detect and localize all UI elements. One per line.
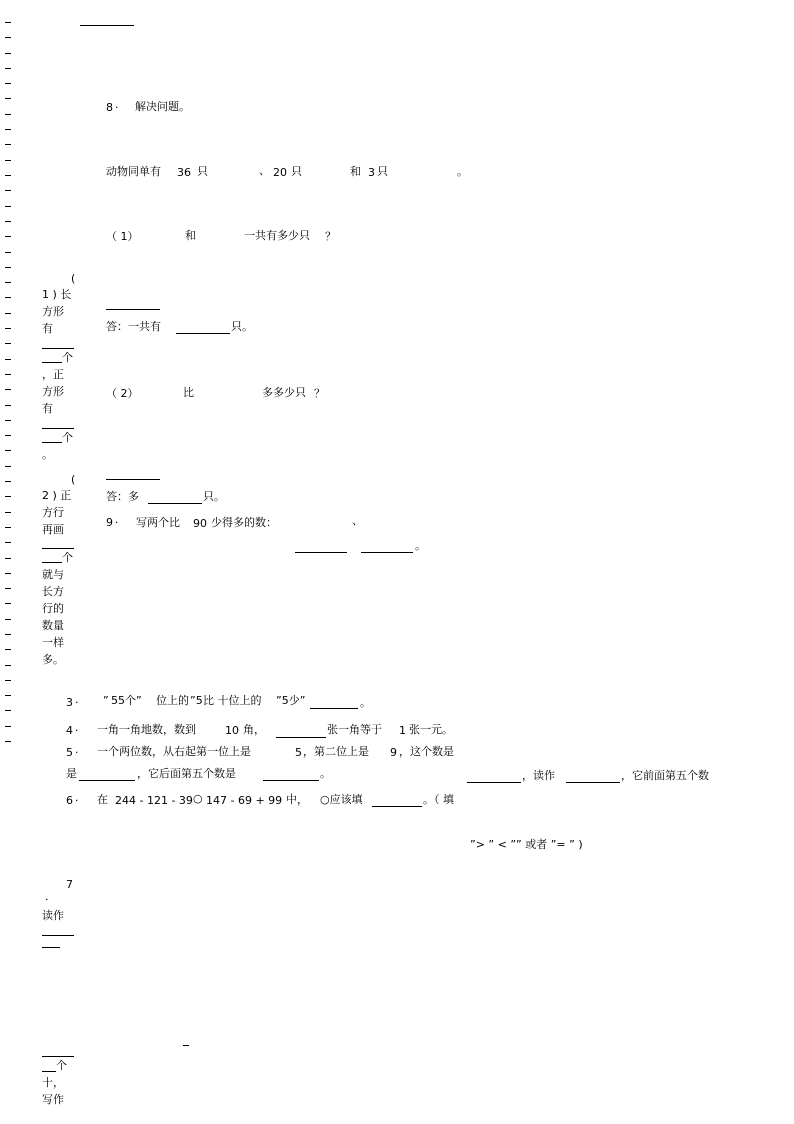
q4-dot: · bbox=[75, 724, 79, 737]
stray-dash bbox=[183, 1045, 189, 1046]
margin-dash bbox=[5, 236, 11, 237]
side-g2b-line-3: 长方 bbox=[42, 585, 64, 598]
header-line bbox=[80, 25, 134, 26]
side-g2b-line-6: 一样 bbox=[42, 636, 64, 649]
margin-dash bbox=[5, 129, 11, 130]
q8-part2-qmark: ？ bbox=[314, 387, 325, 400]
side-g1-line-2: 方形 bbox=[42, 305, 64, 318]
side-g2b-line-1: 个 bbox=[62, 551, 73, 564]
margin-dash bbox=[5, 512, 11, 513]
q8-intro-unit2: 只 bbox=[291, 165, 302, 178]
q6-number: 6 bbox=[66, 794, 73, 807]
margin-dash bbox=[5, 83, 11, 84]
q8-part2-work-line bbox=[106, 479, 160, 480]
q5-num-2: 9 bbox=[390, 746, 397, 759]
side-g2-line-3: 再画 bbox=[42, 523, 64, 536]
margin-dash bbox=[5, 160, 11, 161]
margin-dash bbox=[5, 359, 11, 360]
q5-num-1: 5 bbox=[295, 746, 302, 759]
q8-part2-than: 比 bbox=[183, 386, 194, 399]
q7-group bbox=[42, 1057, 67, 1108]
margin-dash bbox=[5, 405, 11, 406]
margin-dash bbox=[5, 680, 11, 681]
q3-text-1: 位上的 bbox=[156, 694, 189, 707]
margin-dash bbox=[5, 603, 11, 604]
q7-label: 读作 bbox=[42, 909, 64, 922]
margin-dash bbox=[5, 466, 11, 467]
q3-val-1: 55个” bbox=[111, 694, 142, 707]
margin-dash bbox=[5, 190, 11, 191]
q4-number: 4 bbox=[66, 724, 73, 737]
q8-dot: · bbox=[115, 101, 119, 114]
side-g2-line-1: 2 ) 正 bbox=[42, 489, 72, 502]
margin-dash bbox=[5, 634, 11, 635]
margin-dash bbox=[5, 297, 11, 298]
side-g1c-line-1: 个 bbox=[62, 431, 73, 444]
q8-part1-question: 一共有多少只 bbox=[244, 229, 310, 242]
q4-text-2: 角， bbox=[243, 723, 265, 736]
q5-blank-4[interactable] bbox=[566, 782, 620, 783]
margin-dash bbox=[5, 37, 11, 38]
side-g1b-line-1: 个 bbox=[62, 351, 73, 364]
q4-text-3: 张一角等于 bbox=[327, 723, 382, 736]
q8-part2-question: 多多少只 bbox=[262, 386, 306, 399]
q8-part2-label: （ 2） bbox=[106, 387, 139, 400]
q3-number: 3 bbox=[66, 696, 73, 709]
q8-intro-num1: 36 bbox=[177, 166, 191, 179]
q7-blank-1b[interactable] bbox=[42, 947, 60, 948]
side-group-1b bbox=[42, 349, 73, 417]
q8-part1-and: 和 bbox=[185, 229, 196, 242]
q8-number: 8 bbox=[106, 101, 113, 114]
q6-expr-1: 244 - 121 - 39 bbox=[115, 794, 193, 807]
margin-dash bbox=[5, 665, 11, 666]
q7-blank-1[interactable] bbox=[42, 935, 74, 936]
side-group-2 bbox=[42, 487, 71, 538]
q3-blank[interactable] bbox=[310, 708, 358, 709]
q3-end: 。 bbox=[360, 696, 371, 709]
q3-text-2: 比 十位上的 bbox=[203, 694, 262, 707]
q9-sep: 、 bbox=[352, 514, 363, 527]
q9-dot: · bbox=[115, 516, 119, 529]
q5-blank-3[interactable] bbox=[467, 782, 521, 783]
q4-text-4: 张一元。 bbox=[409, 723, 453, 736]
side-g1-paren: ( bbox=[71, 272, 76, 285]
margin-dash bbox=[5, 175, 11, 176]
margin-dash bbox=[5, 527, 11, 528]
q5-number: 5 bbox=[66, 746, 73, 759]
q5-blank-2[interactable] bbox=[263, 780, 319, 781]
side-g2-paren: ( bbox=[71, 473, 76, 486]
q9-text: 写两个比 bbox=[136, 516, 180, 529]
q6-text-3: ○应该填 bbox=[320, 793, 363, 806]
q9-number: 9 bbox=[106, 516, 113, 529]
q5-text-5: ，它后面第五个数是 bbox=[137, 767, 236, 780]
margin-dash bbox=[5, 343, 11, 344]
q9-end: 。 bbox=[415, 539, 426, 552]
margin-dash bbox=[5, 206, 11, 207]
margin-dash bbox=[5, 252, 11, 253]
margin-dash bbox=[5, 496, 11, 497]
margin-dash bbox=[5, 68, 11, 69]
q9-text2: 少得多的数： bbox=[211, 516, 277, 529]
q5-text-3: ，这个数是 bbox=[399, 745, 454, 758]
q8-part1-answer-blank[interactable] bbox=[176, 333, 230, 334]
margin-dash bbox=[5, 389, 11, 390]
side-g1b-line-3: 方形 bbox=[42, 385, 64, 398]
margin-dash bbox=[5, 328, 11, 329]
margin-dash bbox=[5, 267, 11, 268]
side-g2-line-2: 方行 bbox=[42, 506, 64, 519]
q5-text-6: 。 bbox=[320, 767, 331, 780]
margin-dash bbox=[5, 450, 11, 451]
side-g2b-line-4: 行的 bbox=[42, 602, 64, 615]
margin-dash bbox=[5, 481, 11, 482]
side-g1-line-1: 1 ) 长 bbox=[42, 288, 72, 301]
side-g2b-line-5: 数量 bbox=[42, 619, 64, 632]
q6-expr-2: 147 - 69 + 99 bbox=[206, 794, 283, 807]
q5-text-4: 是 bbox=[66, 767, 77, 780]
margin-dash bbox=[5, 573, 11, 574]
q8-intro-text: 动物同单有 bbox=[106, 165, 161, 178]
side-g2b-line-7: 多。 bbox=[42, 653, 64, 666]
q8-part1-answer-suffix: 只。 bbox=[231, 320, 253, 333]
q6-text-2: 中， bbox=[286, 793, 308, 806]
q8-intro-unit1: 只 bbox=[197, 165, 208, 178]
side-g1b-line-2: ，正 bbox=[42, 368, 64, 381]
margin-dash bbox=[5, 619, 11, 620]
side-g1c-line-2: 。 bbox=[42, 448, 53, 461]
margin-dash bbox=[5, 221, 11, 222]
q6-text-1: 在 bbox=[97, 793, 108, 806]
q8-intro-num2: 20 bbox=[273, 166, 287, 179]
q6-circle[interactable]: ○ bbox=[193, 792, 203, 805]
margin-dash bbox=[5, 98, 11, 99]
q3-quote-3: ”5少” bbox=[276, 694, 306, 707]
margin-dash bbox=[5, 542, 11, 543]
margin-dash bbox=[5, 588, 11, 589]
q4-num-1: 10 bbox=[225, 724, 239, 737]
margin-dash bbox=[5, 726, 11, 727]
margin-dash bbox=[5, 741, 11, 742]
margin-dash bbox=[5, 374, 11, 375]
q7-number: 7 bbox=[66, 878, 73, 891]
q5-text-2: ，第二位上是 bbox=[303, 745, 369, 758]
margin-dash bbox=[5, 710, 11, 711]
margin-dash bbox=[5, 558, 11, 559]
side-g1-line-3: 有 bbox=[42, 322, 53, 335]
q5-text-7: ，读作 bbox=[522, 769, 555, 782]
q8-part1-label: （ 1） bbox=[106, 230, 139, 243]
side-group-2b bbox=[42, 549, 73, 668]
q7-line-3: 写作 bbox=[42, 1093, 64, 1106]
q6-blank[interactable] bbox=[372, 806, 422, 807]
q9-num: 90 bbox=[193, 517, 207, 530]
q5-blank-1[interactable] bbox=[79, 780, 135, 781]
q5-text-8: ，它前面第五个数 bbox=[621, 769, 709, 782]
q4-num-2: 1 bbox=[399, 724, 406, 737]
q8-intro-sep: 、 bbox=[259, 164, 270, 177]
margin-dash bbox=[5, 144, 11, 145]
q5-dot: · bbox=[75, 746, 79, 759]
q8-intro-num3: 3 bbox=[368, 166, 375, 179]
margin-dash bbox=[5, 282, 11, 283]
q9-blank-2[interactable] bbox=[361, 552, 413, 553]
q7-line-2: 十， bbox=[42, 1076, 64, 1089]
q8-part2-answer-suffix: 只。 bbox=[203, 490, 225, 503]
q8-part2-answer-prefix: 答：多 bbox=[106, 490, 139, 503]
side-group-1c bbox=[42, 429, 73, 463]
q6-text-4: 。（ 填 bbox=[423, 793, 454, 806]
q8-part1-answer-prefix: 答：一共有 bbox=[106, 320, 161, 333]
side-group-1 bbox=[42, 286, 71, 337]
q7-line-1: 个 bbox=[56, 1059, 67, 1072]
q8-intro-and: 和 bbox=[350, 165, 361, 178]
margin-dash bbox=[5, 435, 11, 436]
margin-dash bbox=[5, 114, 11, 115]
q3-dot: · bbox=[75, 696, 79, 709]
q9-blank-1[interactable] bbox=[295, 552, 347, 553]
q4-blank[interactable] bbox=[276, 737, 326, 738]
margin-dash bbox=[5, 313, 11, 314]
q8-title: 解决问题。 bbox=[135, 100, 190, 113]
q5-text-1: 一个两位数，从右起第一位上是 bbox=[97, 745, 251, 758]
margin-dash bbox=[5, 53, 11, 54]
q3-quote-1: ” bbox=[103, 694, 109, 707]
q8-part1-work-line bbox=[106, 309, 160, 310]
q8-intro-end: 。 bbox=[457, 165, 468, 178]
margin-dash bbox=[5, 695, 11, 696]
q4-text-1: 一角一角地数，数到 bbox=[97, 723, 196, 736]
q8-part2-answer-blank[interactable] bbox=[148, 503, 202, 504]
q8-part1-qmark: ？ bbox=[325, 230, 336, 243]
margin-dash bbox=[5, 420, 11, 421]
q3-quote-2: ”5 bbox=[190, 694, 203, 707]
q8-intro-unit3: 只 bbox=[377, 165, 388, 178]
margin-dash bbox=[5, 22, 11, 23]
q6-dot: · bbox=[75, 794, 79, 807]
side-g1b-line-4: 有 bbox=[42, 402, 53, 415]
side-g2b-line-2: 就与 bbox=[42, 568, 64, 581]
q7-dot: · bbox=[45, 893, 49, 906]
margin-dash bbox=[5, 649, 11, 650]
q6-hint: ”> ” < ”” 或者 ”= ” ) bbox=[470, 838, 583, 851]
